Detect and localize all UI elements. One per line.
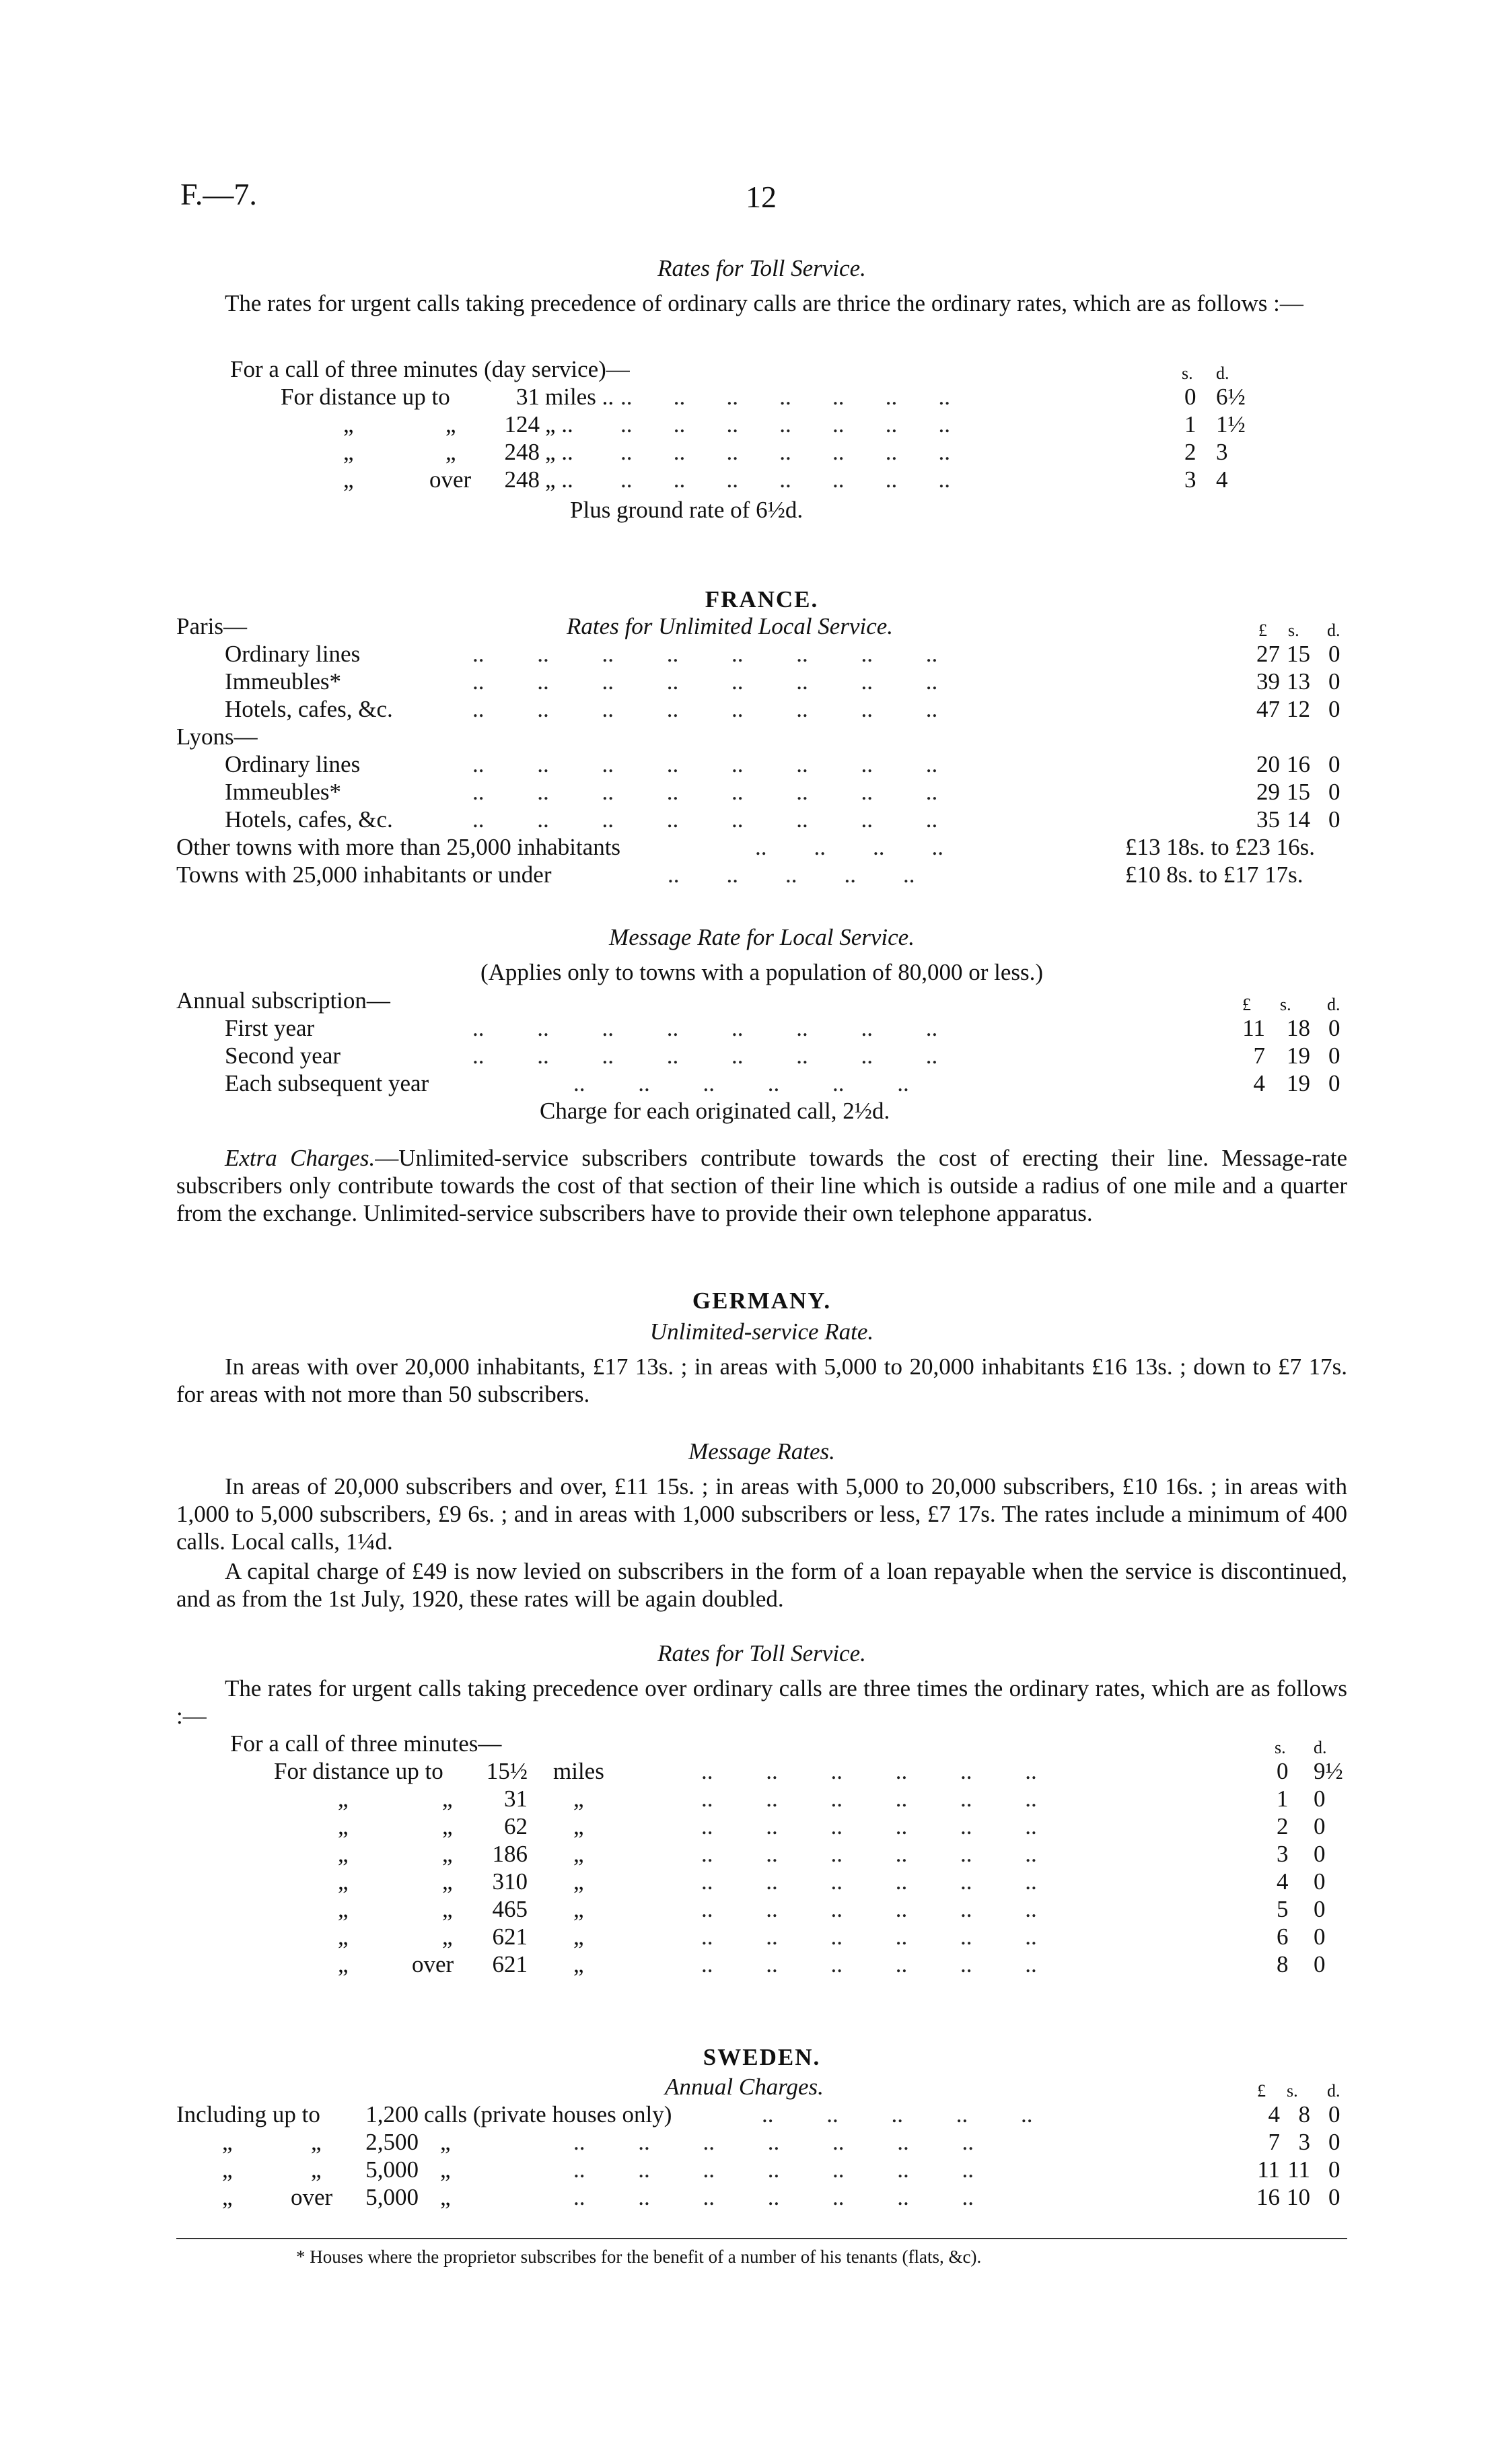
lyons-row	[176, 750, 1347, 778]
france-subheading: Rates for Unlimited Local Service.	[567, 613, 894, 639]
leader-dots: .. .. .. .. .. ..	[701, 1758, 1037, 1784]
message-rate-note: (Applies only to towns with a population of 80,000 or less.)	[480, 959, 1044, 985]
paris-label: Ordinary lines	[225, 641, 361, 667]
lyons-row	[176, 806, 1347, 833]
ditto-mark: „	[338, 1841, 349, 1867]
lyons-label: Hotels, cafes, &c.	[225, 806, 393, 833]
germany-toll-intro: The rates for urgent calls taking precedence over ordinary calls are three times the ordinary rates, which are as follows :—	[176, 1675, 1347, 1729]
ditto-mark: „	[311, 2129, 322, 2155]
uk-toll-intro: The rates for urgent calls taking precedence of ordinary calls are thrice the ordinary rates, which are as follows :—	[225, 290, 1303, 316]
uk-toll-row	[176, 411, 1347, 438]
ditto-mark: „	[445, 411, 456, 437]
shillings: 11	[1287, 2156, 1310, 2183]
shillings: 1	[1277, 1786, 1289, 1812]
pence: 0	[1314, 1924, 1326, 1950]
annual-subscription-label: Annual subscription—	[176, 987, 390, 1014]
pounds: 29	[1256, 779, 1280, 805]
extra-charges-label: Extra Charges.	[225, 1145, 376, 1171]
germany-unlimited-text: In areas with over 20,000 inhabitants, £17 13s. ; in areas with 5,000 to 20,000 inhabitants £16 13s. ; down to £7 17s. for areas with not more than 50 subscribers.	[176, 1353, 1347, 1407]
lyons-label: Ordinary lines	[225, 751, 361, 777]
leader-dots: .. .. .. .. .. ..	[573, 1070, 909, 1096]
shillings: 2	[1184, 439, 1196, 465]
sweden-row	[176, 2183, 1347, 2211]
distance-prefix: For distance up to	[281, 384, 450, 410]
ditto-mark: „	[442, 1924, 453, 1950]
france-heading: FRANCE.	[705, 586, 819, 612]
shillings: 8	[1298, 2101, 1310, 2127]
de-col-s: s.	[1275, 1738, 1286, 1757]
paris-label: Immeubles*	[225, 668, 342, 695]
france-col-pound: £	[1258, 621, 1267, 640]
unit-label: „	[573, 1813, 584, 1839]
over-label: over	[412, 1951, 454, 1977]
pounds: 4	[1253, 1070, 1265, 1096]
pence: 0	[1328, 751, 1340, 777]
distance-miles: 62	[504, 1813, 528, 1839]
france-table: Paris— Rates for Unlimited Local Service. £ s. d. Ordinary lines .. .. .. .. .. .. .. .. 27 15 0 Immeubles* .. .. .. .. .. .. .. .. 39 13 0 Hotels, cafes, &c. .. .. .. .. .. .. .. .. 47 12 0 Lyons— Ordinary lines .. .. .. .. .. .. .. .. 20 16 0 Immeubles* .. .. .. .. .. .. .. .. 29 15 0 Hotels, cafes, &c. .. .. .. .. .. .. .. .. 35 14 0 Other towns with more than 25,000 inhabitants .. .. .. .. £13 18s. to £23 16s. Towns with 25,000 inhabitants or under .. .. .. .. .. £10 8s. to £17 17s.	[176, 612, 1347, 888]
unit-label: „	[573, 1951, 584, 1977]
pence: 0	[1328, 1015, 1340, 1041]
small-towns-label: Towns with 25,000 inhabitants or under	[176, 861, 552, 888]
ditto-mark: „	[445, 439, 456, 465]
pounds: 7	[1268, 2129, 1280, 2155]
shillings: 5	[1277, 1896, 1289, 1922]
leader-dots: .. .. .. .. .. ..	[701, 1868, 1037, 1895]
message-rate-row	[176, 1069, 1347, 1097]
extra-charges-paragraph	[176, 1144, 1347, 1227]
other-towns-value: £13 18s. to £23 16s.	[1125, 834, 1315, 860]
pounds: 11	[1242, 1015, 1265, 1041]
pence: 0	[1328, 641, 1340, 667]
ditto-mark: „	[442, 1868, 453, 1895]
other-towns-label: Other towns with more than 25,000 inhabitants	[176, 834, 621, 860]
leader-dots: .. .. .. .. .. .. ..	[620, 411, 950, 437]
extra-charges-text: —Unlimited-service subscribers contribute towards the cost of erecting their line. Message-rate subscribers only contribute towards the cost of that section of their line which is outside a radius of one mile and a quarter from the exchange. Unlimited-service subscribers have to provide their own telephone apparatus.	[176, 1145, 1347, 1226]
germany-capital-text: A capital charge of £49 is now levied on subscribers in the form of a loan repayable when the service is discontinued, and as from the 1st July, 1920, these rates will be again doubled.	[176, 1558, 1347, 1612]
uk-toll-plus: Plus ground rate of 6½d.	[570, 497, 803, 523]
msg-col-s: s.	[1280, 995, 1291, 1014]
leader-dots: .. .. .. .. .. .. .. ..	[472, 641, 938, 667]
pounds: 39	[1256, 668, 1280, 695]
ditto-mark: „	[338, 1896, 349, 1922]
shillings: 15	[1287, 779, 1310, 805]
unit-label: „	[573, 1896, 584, 1922]
shillings: 3	[1184, 466, 1196, 493]
ditto-mark: „	[338, 1868, 349, 1895]
unit-label: „	[573, 1841, 584, 1867]
pence: 0	[1328, 2101, 1340, 2127]
de-col-d: d.	[1314, 1738, 1327, 1757]
leader-dots: .. .. .. .. .. .. .. ..	[472, 668, 938, 695]
period-label: First year	[225, 1015, 315, 1041]
leader-dots: .. .. .. .. .. .. ..	[620, 466, 950, 493]
germany-message-text: In areas of 20,000 subscribers and over, £11 15s. ; in areas with 5,000 to 20,000 subscribers, £10 16s. ; in areas with 1,000 to 5,000 subscribers, £9 6s. ; and in areas with 1,000 subscribers or less, £7 17s. The rates include a minimum of 400 calls. Local calls, 1¼d.	[176, 1473, 1347, 1555]
shillings: 15	[1287, 641, 1310, 667]
ditto-mark: „	[442, 1841, 453, 1867]
message-rate-heading: Message Rate for Local Service.	[609, 924, 915, 950]
message-rate-row	[176, 1014, 1347, 1042]
paris-row	[176, 668, 1347, 695]
calls-label: „	[440, 2184, 451, 2210]
pence: 0	[1314, 1786, 1326, 1812]
germany-heading: GERMANY.	[692, 1288, 832, 1314]
sweden-table	[176, 2073, 1347, 2211]
call-count: 2,500	[365, 2129, 419, 2155]
shillings: 0	[1184, 384, 1196, 410]
ditto-mark: „	[338, 1951, 349, 1977]
over-label: over	[291, 2184, 333, 2210]
leader-dots: .. .. .. .. .. .. .. ..	[472, 806, 938, 833]
germany-toll-row	[176, 1812, 1347, 1840]
leader-dots: .. .. .. .. .. .. ..	[573, 2184, 974, 2210]
period-label: Each subsequent year	[225, 1070, 429, 1096]
ditto-mark: „	[222, 2184, 233, 2210]
uk-toll-row	[176, 438, 1347, 466]
shillings: 12	[1287, 696, 1310, 722]
period-label: Second year	[225, 1043, 341, 1069]
distance-miles: 15½	[486, 1758, 528, 1784]
including-prefix: Including up to	[176, 2101, 320, 2127]
sweden-row	[176, 2128, 1347, 2156]
leader-dots: .. .. .. .. .. .. ..	[620, 384, 950, 410]
shillings: 13	[1287, 668, 1310, 695]
lyons-row	[176, 778, 1347, 806]
over-label: over	[429, 466, 472, 493]
pounds: 47	[1256, 696, 1280, 722]
germany-toll-row	[176, 1950, 1347, 1978]
calls-label: „	[440, 2129, 451, 2155]
footnote: * Houses where the proprietor subscribes for the benefit of a number of his tenants (flats, &c).	[296, 2247, 982, 2267]
distance-miles: 621	[492, 1924, 528, 1950]
leader-dots: .. .. .. .. .. .. .. ..	[472, 779, 938, 805]
pounds: 11	[1257, 2156, 1280, 2183]
shillings: 14	[1287, 806, 1310, 833]
se-col-s: s.	[1287, 2081, 1298, 2101]
shillings: 4	[1277, 1868, 1289, 1895]
france-col-d: d.	[1327, 621, 1340, 640]
pence: 0	[1314, 1841, 1326, 1867]
unit-label: „ ..	[545, 466, 573, 493]
france-col-s: s.	[1288, 621, 1299, 640]
leader-dots: .. .. .. .. .. .. ..	[620, 439, 950, 465]
ditto-mark: „	[311, 2156, 322, 2183]
distance-miles: 31	[516, 384, 540, 410]
uk-toll-row	[176, 383, 1347, 411]
pence: 0	[1328, 668, 1340, 695]
distance-miles: 621	[492, 1951, 528, 1977]
shillings: 3	[1277, 1841, 1289, 1867]
small-towns-value: £10 8s. to £17 17s.	[1125, 861, 1303, 888]
ditto-mark: „	[222, 2129, 233, 2155]
distance-miles: 31	[504, 1786, 528, 1812]
pence: 0	[1328, 1070, 1340, 1096]
shillings: 2	[1277, 1813, 1289, 1839]
call-count: 1,200	[365, 2101, 419, 2127]
se-col-d: d.	[1327, 2081, 1340, 2101]
distance-miles: 248	[504, 466, 540, 493]
shillings: 3	[1298, 2129, 1310, 2155]
germany-toll-row	[176, 1840, 1347, 1868]
shillings: 18	[1287, 1015, 1310, 1041]
lyons-label: Immeubles*	[225, 779, 342, 805]
sweden-row	[176, 2156, 1347, 2183]
ditto-mark: „	[442, 1786, 453, 1812]
pence: 6½	[1216, 384, 1246, 410]
ditto-mark: „	[338, 1786, 349, 1812]
germany-toll-row	[176, 1923, 1347, 1950]
pence: 0	[1328, 779, 1340, 805]
page-number: 12	[746, 180, 777, 214]
document-reference: F.—7.	[180, 177, 257, 211]
germany-toll-row	[176, 1757, 1347, 1785]
call-count: 5,000	[365, 2184, 419, 2210]
uk-toll-table	[176, 355, 1347, 524]
pence: 3	[1216, 439, 1228, 465]
shillings: 16	[1287, 751, 1310, 777]
germany-toll-table	[176, 1730, 1347, 1978]
unit-label: „	[573, 1786, 584, 1812]
pence: 0	[1314, 1951, 1326, 1977]
uk-toll-row	[176, 466, 1347, 493]
charge-per-call: Charge for each originated call, 2½d.	[540, 1098, 890, 1124]
lyons-label: Lyons—	[176, 724, 258, 750]
leader-dots: .. .. .. .. .. ..	[701, 1786, 1037, 1812]
leader-dots: .. .. .. .. ..	[762, 2101, 1033, 2127]
distance-miles: 248	[504, 439, 540, 465]
germany-toll-row	[176, 1785, 1347, 1812]
ditto-mark: „	[338, 1924, 349, 1950]
leader-dots: .. .. .. .. .. .. .. ..	[472, 1043, 938, 1069]
pence: 0	[1328, 2184, 1340, 2210]
pounds: 7	[1253, 1043, 1265, 1069]
pence: 0	[1328, 2156, 1340, 2183]
paris-row	[176, 695, 1347, 723]
leader-dots: .. .. .. .. .. .. .. ..	[472, 696, 938, 722]
sweden-subheading: Annual Charges.	[665, 2074, 824, 2100]
shillings: 8	[1277, 1951, 1289, 1977]
shillings: 10	[1287, 2184, 1310, 2210]
unit-label: miles ..	[545, 384, 614, 410]
leader-dots: .. .. .. .. .. .. ..	[573, 2129, 974, 2155]
leader-dots: .. .. .. .. .. ..	[701, 1813, 1037, 1839]
ditto-mark: „	[442, 1896, 453, 1922]
calls-label: calls (private houses only)	[424, 2101, 672, 2127]
germany-toll-row	[176, 1895, 1347, 1923]
sweden-row	[176, 2101, 1347, 2128]
pence: 0	[1328, 806, 1340, 833]
uk-toll-lead: For a call of three minutes (day service)—	[230, 356, 630, 382]
leader-dots: .. .. .. .. .. ..	[701, 1841, 1037, 1867]
leader-dots: .. .. .. .. .. .. .. ..	[472, 1015, 938, 1041]
uk-col-s: s.	[1182, 363, 1193, 383]
call-count: 5,000	[365, 2156, 419, 2183]
pence: 0	[1314, 1868, 1326, 1895]
msg-col-d: d.	[1327, 995, 1340, 1014]
pence: 9½	[1314, 1758, 1343, 1784]
leader-dots: .. .. .. .. .. ..	[701, 1951, 1037, 1977]
leader-dots: .. .. .. .. .. ..	[701, 1896, 1037, 1922]
ditto-mark: „	[343, 439, 354, 465]
unit-label: „	[573, 1868, 584, 1895]
pounds: 20	[1256, 751, 1280, 777]
pence: 4	[1216, 466, 1228, 493]
distance-prefix: For distance up to	[274, 1758, 443, 1784]
pence: 0	[1314, 1896, 1326, 1922]
leader-dots: .. .. .. .. .. .. ..	[573, 2156, 974, 2183]
unit-label: „ ..	[545, 439, 573, 465]
shillings: 19	[1287, 1070, 1310, 1096]
germany-toll-row	[176, 1868, 1347, 1895]
shillings: 6	[1277, 1924, 1289, 1950]
pence: 0	[1328, 696, 1340, 722]
ditto-mark: „	[222, 2156, 233, 2183]
distance-miles: 186	[492, 1841, 528, 1867]
paris-label: Hotels, cafes, &c.	[225, 696, 393, 722]
germany-unlimited-heading: Unlimited-service Rate.	[649, 1318, 874, 1345]
distance-miles: 465	[492, 1896, 528, 1922]
germany-toll-heading: Rates for Toll Service.	[657, 1640, 866, 1666]
pounds: 4	[1268, 2101, 1280, 2127]
ditto-mark: „	[442, 1813, 453, 1839]
distance-miles: 124	[504, 411, 540, 437]
shillings: 0	[1277, 1758, 1289, 1784]
unit-label: „ ..	[545, 411, 573, 437]
message-rate-table	[176, 987, 1347, 1125]
pence: 0	[1328, 2129, 1340, 2155]
pence: 0	[1314, 1813, 1326, 1839]
pounds: 27	[1256, 641, 1280, 667]
leader-dots: .. .. .. .. .. .. .. ..	[472, 751, 938, 777]
uk-toll-heading: Rates for Toll Service.	[657, 255, 866, 281]
ditto-mark: „	[338, 1813, 349, 1839]
message-rate-row	[176, 1042, 1347, 1069]
sweden-heading: SWEDEN.	[703, 2044, 821, 2070]
paris-row	[176, 640, 1347, 668]
calls-label: „	[440, 2156, 451, 2183]
shillings: 1	[1184, 411, 1196, 437]
uk-col-d: d.	[1216, 363, 1229, 383]
msg-col-pound: £	[1242, 995, 1251, 1014]
pence: 1½	[1216, 411, 1246, 437]
pence: 0	[1328, 1043, 1340, 1069]
germany-message-heading: Message Rates.	[688, 1438, 835, 1465]
unit-label: „	[573, 1924, 584, 1950]
germany-toll-lead: For a call of three minutes—	[230, 1730, 502, 1757]
distance-miles: 310	[492, 1868, 528, 1895]
unit-label: miles	[553, 1758, 604, 1784]
se-col-pound: £	[1257, 2081, 1266, 2101]
pounds: 16	[1256, 2184, 1280, 2210]
footnote-rule	[176, 2238, 1347, 2239]
ditto-mark: „	[343, 411, 354, 437]
leader-dots: .. .. .. .. .. ..	[701, 1924, 1037, 1950]
paris-label: Paris—	[176, 613, 247, 639]
ditto-mark: „	[343, 466, 354, 493]
shillings: 19	[1287, 1043, 1310, 1069]
pounds: 35	[1256, 806, 1280, 833]
